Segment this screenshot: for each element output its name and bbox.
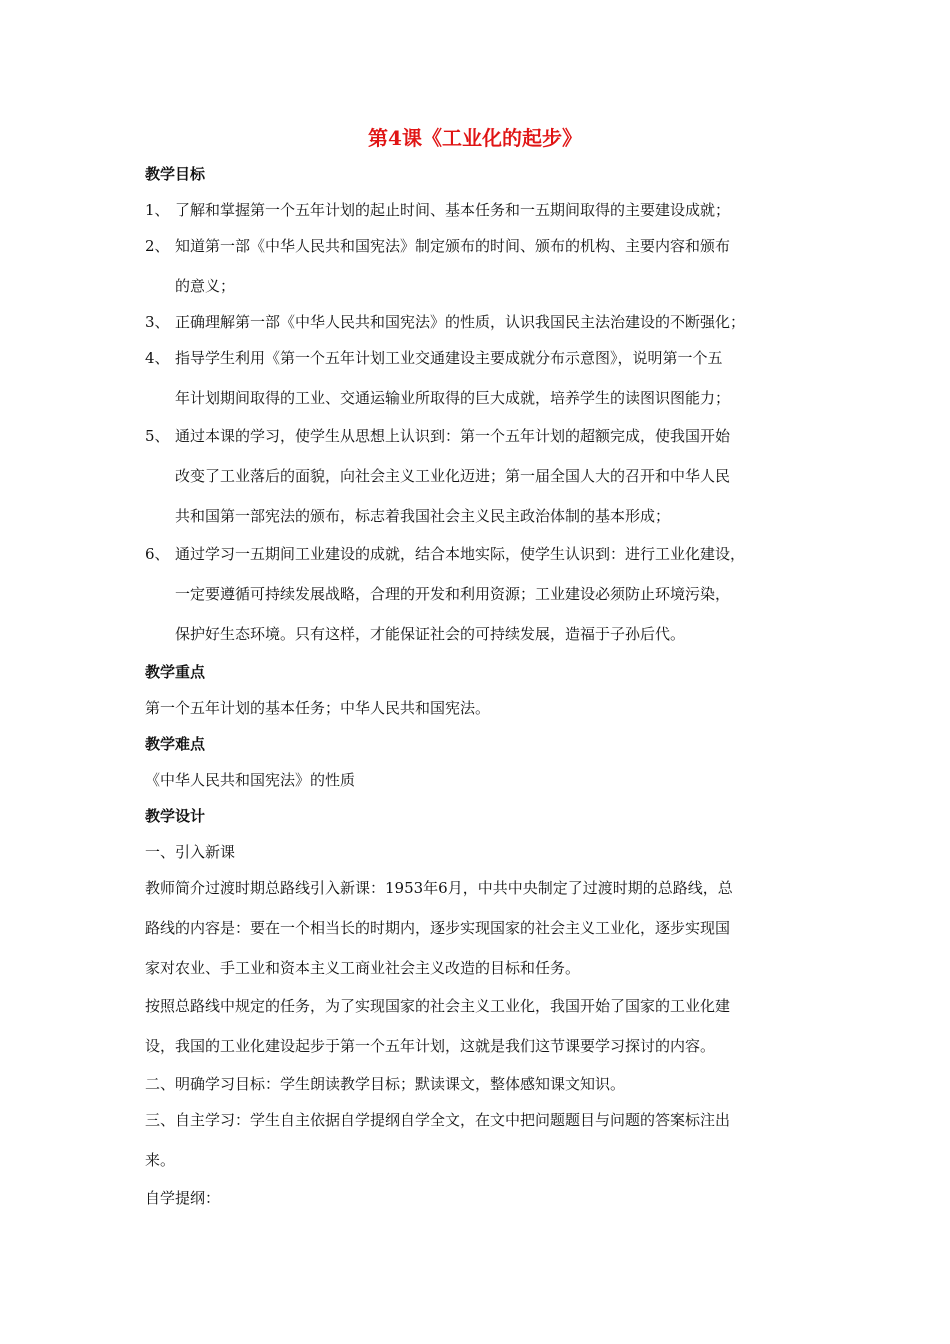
paragraph-line: 路线的内容是：要在一个相当长的时期内，逐步实现国家的社会主义工业化，逐步实现国 [145,919,731,937]
goal-number: 3、 [145,313,170,331]
goals-heading: 教学目标 [145,165,206,183]
difficulty-heading: 教学难点 [145,735,206,753]
paragraph-line: 家对农业、手工业和资本主义工商业社会主义改造的目标和任务。 [145,959,581,977]
goal-number: 4、 [145,349,170,367]
paragraph-line: 教师简介过渡时期总路线引入新课：1953年6月，中共中央制定了过渡时期的总路线，总 [145,879,733,897]
key-points-text: 第一个五年计划的基本任务；中华人民共和国宪法。 [145,699,491,717]
goal-line: 改变了工业落后的面貌，向社会主义工业化迈进；第一届全国人大的召开和中华人民 [175,467,731,485]
goal-line: 知道第一部《中华人民共和国宪法》制定颁布的时间、颁布的机构、主要内容和颁布 [175,237,731,255]
section-self-study: 来。 [145,1151,176,1169]
goal-line: 通过学习一五期间工业建设的成就，结合本地实际，使学生认识到：进行工业化建设， [175,545,746,563]
section-self-study: 三、自主学习：学生自主依据自学提纲自学全文，在文中把问题题目与问题的答案标注出 [145,1111,731,1129]
paragraph-line: 设，我国的工业化建设起步于第一个五年计划，这就是我们这节课要学习探讨的内容。 [145,1037,716,1055]
goal-line: 年计划期间取得的工业、交通运输业所取得的巨大成就，培养学生的读图识图能力； [175,389,731,407]
section-intro: 一、引入新课 [145,843,236,861]
goal-number: 6、 [145,545,170,563]
goal-number: 1、 [145,201,170,219]
document-title: 第4课《工业化的起步》 [368,126,582,150]
goal-line: 保护好生态环境。只有这样，才能保证社会的可持续发展，造福于子孙后代。 [175,625,686,643]
difficulty-text: 《中华人民共和国宪法》的性质 [145,771,356,789]
goal-line: 一定要遵循可持续发展战略，合理的开发和利用资源；工业建设必须防止环境污染， [175,585,731,603]
goal-number: 2、 [145,237,170,255]
goal-line: 的意义； [175,277,236,295]
goal-line: 了解和掌握第一个五年计划的起止时间、基本任务和一五期间取得的主要建设成就； [175,201,731,219]
goal-line: 共和国第一部宪法的颁布，标志着我国社会主义民主政治体制的基本形成； [175,507,671,525]
goal-line: 正确理解第一部《中华人民共和国宪法》的性质，认识我国民主法治建设的不断强化； [175,313,746,331]
key-points-heading: 教学重点 [145,663,206,681]
goal-number: 5、 [145,427,170,445]
goal-line: 指导学生利用《第一个五年计划工业交通建设主要成就分布示意图》，说明第一个五 [175,349,723,367]
self-study-outline-label: 自学提纲： [145,1189,221,1207]
goal-line: 通过本课的学习，使学生从思想上认识到：第一个五年计划的超额完成，使我国开始 [175,427,731,445]
section-goals: 二、明确学习目标：学生朗读教学目标；默读课文，整体感知课文知识。 [145,1075,626,1093]
paragraph-line: 按照总路线中规定的任务，为了实现国家的社会主义工业化，我国开始了国家的工业化建 [145,997,731,1015]
design-heading: 教学设计 [145,807,206,825]
